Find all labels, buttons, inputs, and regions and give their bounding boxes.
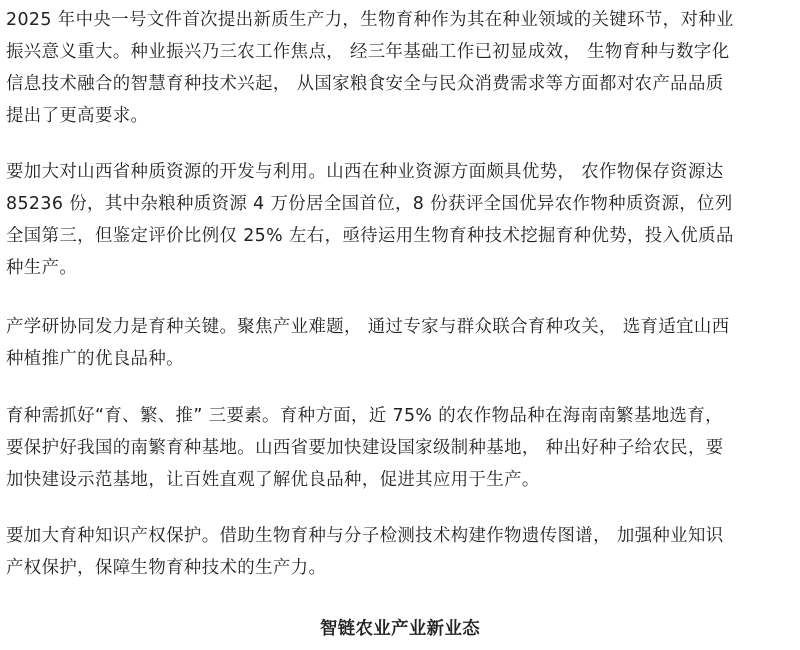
paragraph-new-productivity	[6, 4, 796, 132]
text-line: 产权保护，保障生物育种技术的生产力。	[6, 558, 327, 578]
text-line: 85236 份，其中杂粮种质资源 4 万份居全国首位，8 份获评全国优异农作物种质资源，位列	[6, 194, 733, 214]
paragraph-industry-research	[6, 311, 796, 375]
paragraph-ip-protection	[6, 520, 796, 584]
text-line: 2025 年中央一号文件首次提出新质生产力，生物育种作为其在种业领域的关键环节，对种业	[6, 10, 734, 30]
text-line: 要加大对山西省种质资源的开发与利用。山西在种业资源方面颇具优势， 农作物保存资源达	[6, 162, 724, 182]
text-line: 加快建设示范基地，让百姓直观了解优良品种，促进其应用于生产。	[6, 470, 540, 490]
text-line: 种生产。	[6, 258, 78, 278]
section-heading: 智链农业产业新业态	[319, 619, 481, 639]
text-line: 振兴意义重大。种业振兴乃三农工作焦点， 经三年基础工作已初显成效， 生物育种与数字化	[6, 42, 730, 62]
text-line: 信息技术融合的智慧育种技术兴起， 从国家粮食安全与民众消费需求等方面都对农产品品质	[6, 74, 724, 94]
text-line: 要保护好我国的南繁育种基地。山西省要加快建设国家级制种基地， 种出好种子给农民，要	[6, 438, 724, 458]
paragraph-three-elements	[6, 400, 796, 496]
text-line: 产学研协同发力是育种关键。聚焦产业难题， 通过专家与群众联合育种攻关， 选育适宜山西	[6, 317, 730, 337]
text-line: 提出了更高要求。	[6, 106, 149, 126]
text-line: 育种需抓好“育、繁、推” 三要素。育种方面，近 75% 的农作物品种在海南南繁基地选育，	[6, 406, 723, 426]
text-line: 要加大育种知识产权保护。借助生物育种与分子检测技术构建作物遗传图谱， 加强种业知识	[6, 526, 724, 546]
text-line: 种植推广的优良品种。	[6, 349, 184, 369]
text-line: 全国第三，但鉴定评价比例仅 25% 左右，亟待运用生物育种技术挖掘育种优势，投入优质品	[6, 226, 734, 246]
paragraph-germplasm-resources	[6, 156, 796, 284]
